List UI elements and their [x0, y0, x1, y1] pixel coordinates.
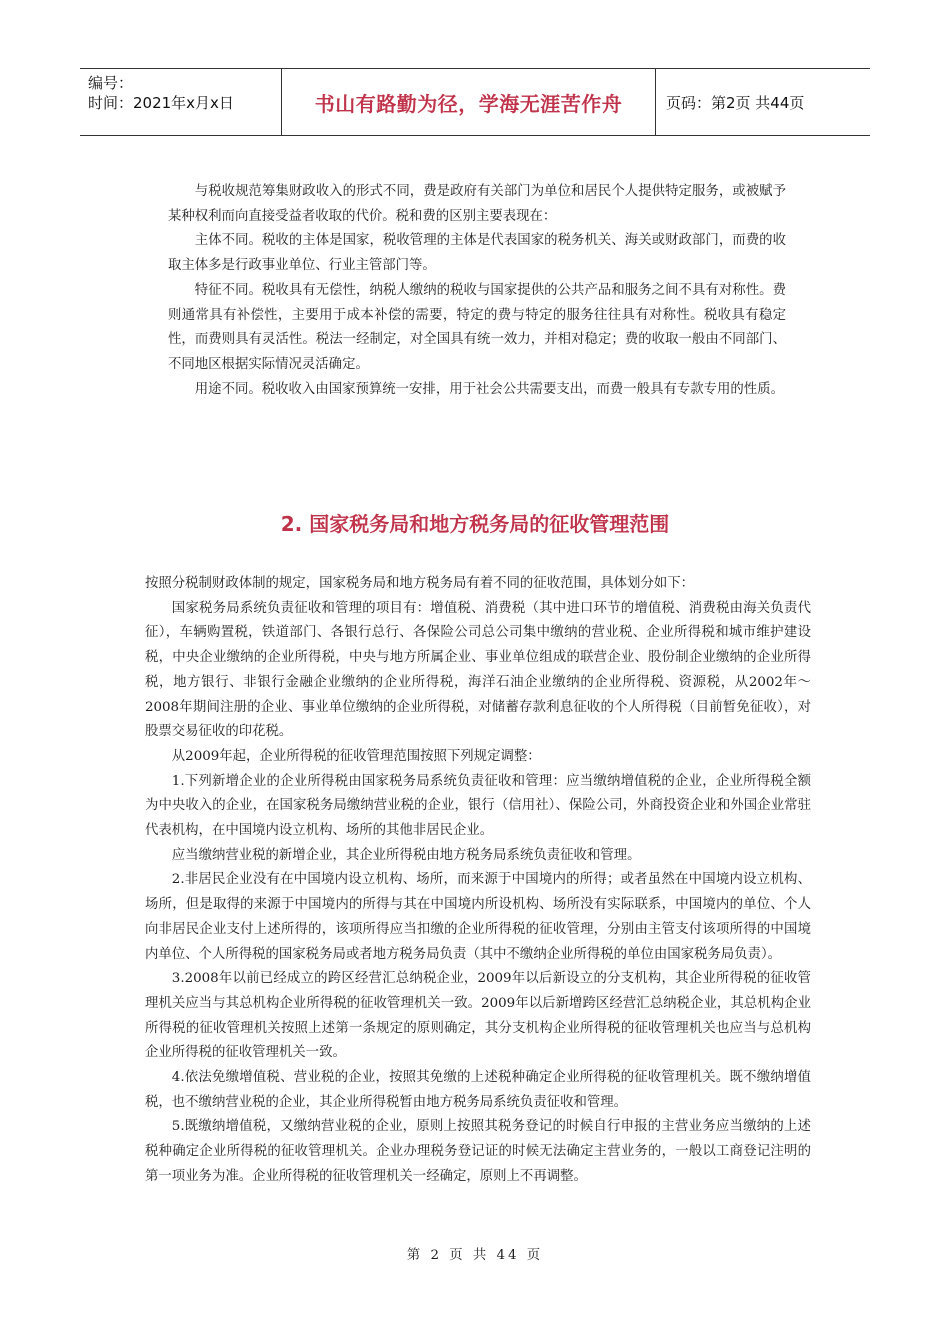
- header-time-label: 时间：2021年x月x日: [88, 94, 234, 112]
- intro-paragraph: 与税收规范筹集财政收入的形式不同，费是政府有关部门为单位和居民个人提供特定服务，或被赋予某种权利而向直接受益者收取的代价。税和费的区别主要表现在：: [168, 184, 786, 224]
- intro-paragraph: 特征不同。税收具有无偿性，纳税人缴纳的税收与国家提供的公共产品和服务之间不具有对称性。费则通常具有补偿性，主要用于成本补偿的需要，特定的费与特定的服务往往具有对称性。税收具有稳定性，而费则具有灵活性。税法一经制定，对全国具有统一效力，并相对稳定；费的收取一般由不同部门、不同地区根据实际情况灵活确定。: [168, 282, 786, 372]
- body-paragraph: 5.既缴纳增值税，又缴纳营业税的企业，原则上按照其税务登记的时候自行申报的主营业务应当缴纳的上述税种确定企业所得税的征收管理机关。企业办理税务登记证的时候无法确定主营业务的，一般以工商登记注明的第一项业务为准。企业所得税的征收管理机关一经确定，原则上不再调整。: [145, 1119, 811, 1184]
- body-section: [145, 572, 811, 1190]
- body-paragraph: 从2009年起，企业所得税的征收管理范围按照下列规定调整：: [171, 748, 541, 764]
- body-paragraph: 3.2008年以前已经成立的跨区经营汇总纳税企业，2009年以后新设立的分支机构，其企业所得税的征收管理机关应当与其总机构企业所得税的征收管理机关一致。2009年以后新增跨区经营汇总纳税企业，其总机构企业所得税的征收管理机关按照上述第一条规定的原则确定，其分支机构企业所得税的征收管理机关也应当与总机构企业所得税的征收管理机关一致。: [145, 971, 811, 1061]
- intro-section: [168, 180, 786, 402]
- body-paragraph: 国家税务局系统负责征收和管理的项目有：增值税、消费税（其中进口环节的增值税、消费税由海关负责代征），车辆购置税，铁道部门、各银行总行、各保险公司总公司集中缴纳的营业税、企业所得税和城市维护建设税，中央企业缴纳的企业所得税，中央与地方所属企业、事业单位组成的联营企业、股份制企业缴纳的企业所得税，地方银行、非银行金融企业缴纳的企业所得税，海洋石油企业缴纳的企业所得税、资源税，从2002年～2008年期间注册的企业、事业单位缴纳的企业所得税，对储蓄存款利息征收的个人所得税（目前暂免征收），对股票交易征收的印花税。: [145, 600, 811, 740]
- body-paragraph: 按照分税制财政体制的规定，国家税务局和地方税务局有着不同的征收范围，具体划分如下：: [145, 576, 695, 591]
- header-motto: 书山有路勤为径，学海无涯苦作舟: [282, 69, 656, 135]
- header-page-info: 页码：第2页 共44页: [666, 93, 805, 112]
- header-number-label: 编号：: [88, 74, 134, 92]
- header-meta: [80, 69, 282, 135]
- body-paragraph: 2.非居民企业没有在中国境内设立机构、场所，而来源于中国境内的所得；或者虽然在中国境内设立机构、场所，但是取得的来源于中国境内的所得与其在中国境内所设机构、场所没有实际联系，中国境内的单位、个人向非居民企业支付上述所得的，该项所得应当扣缴的企业所得税的征收管理，分别由主管支付该项所得的中国境内单位、个人所得税的国家税务局或者地方税务局负责（其中不缴纳企业所得税的单位由国家税务局负责）。: [145, 872, 811, 962]
- intro-paragraph: 主体不同。税收的主体是国家，税收管理的主体是代表国家的税务机关、海关或财政部门，而费的收取主体多是行政事业单位、行业主管部门等。: [168, 233, 786, 274]
- page-footer: 第 2 页 共 44 页: [406, 1248, 544, 1263]
- body-paragraph: 4.依法免缴增值税、营业税的企业，按照其免缴的上述税种确定企业所得税的征收管理机关。既不缴纳增值税，也不缴纳营业税的企业，其企业所得税暂由地方税务局系统负责征收和管理。: [145, 1070, 811, 1110]
- intro-paragraph: 用途不同。税收收入由国家预算统一安排，用于社会公共需要支出，而费一般具有专款专用的性质。: [194, 381, 784, 397]
- section-heading: 2. 国家税务局和地方税务局的征收管理范围: [280, 512, 670, 536]
- body-paragraph: 1.下列新增企业的企业所得税由国家税务局系统负责征收和管理：应当缴纳增值税的企业，企业所得税全额为中央收入的企业，在国家税务局缴纳营业税的企业，银行（信用社）、保险公司，外商投资企业和外国企业常驻代表机构，在中国境内设立机构、场所的其他非居民企业。: [145, 773, 811, 839]
- page-header: [80, 68, 870, 136]
- body-paragraph: 应当缴纳营业税的新增企业，其企业所得税由地方税务局系统负责征收和管理。: [171, 847, 641, 863]
